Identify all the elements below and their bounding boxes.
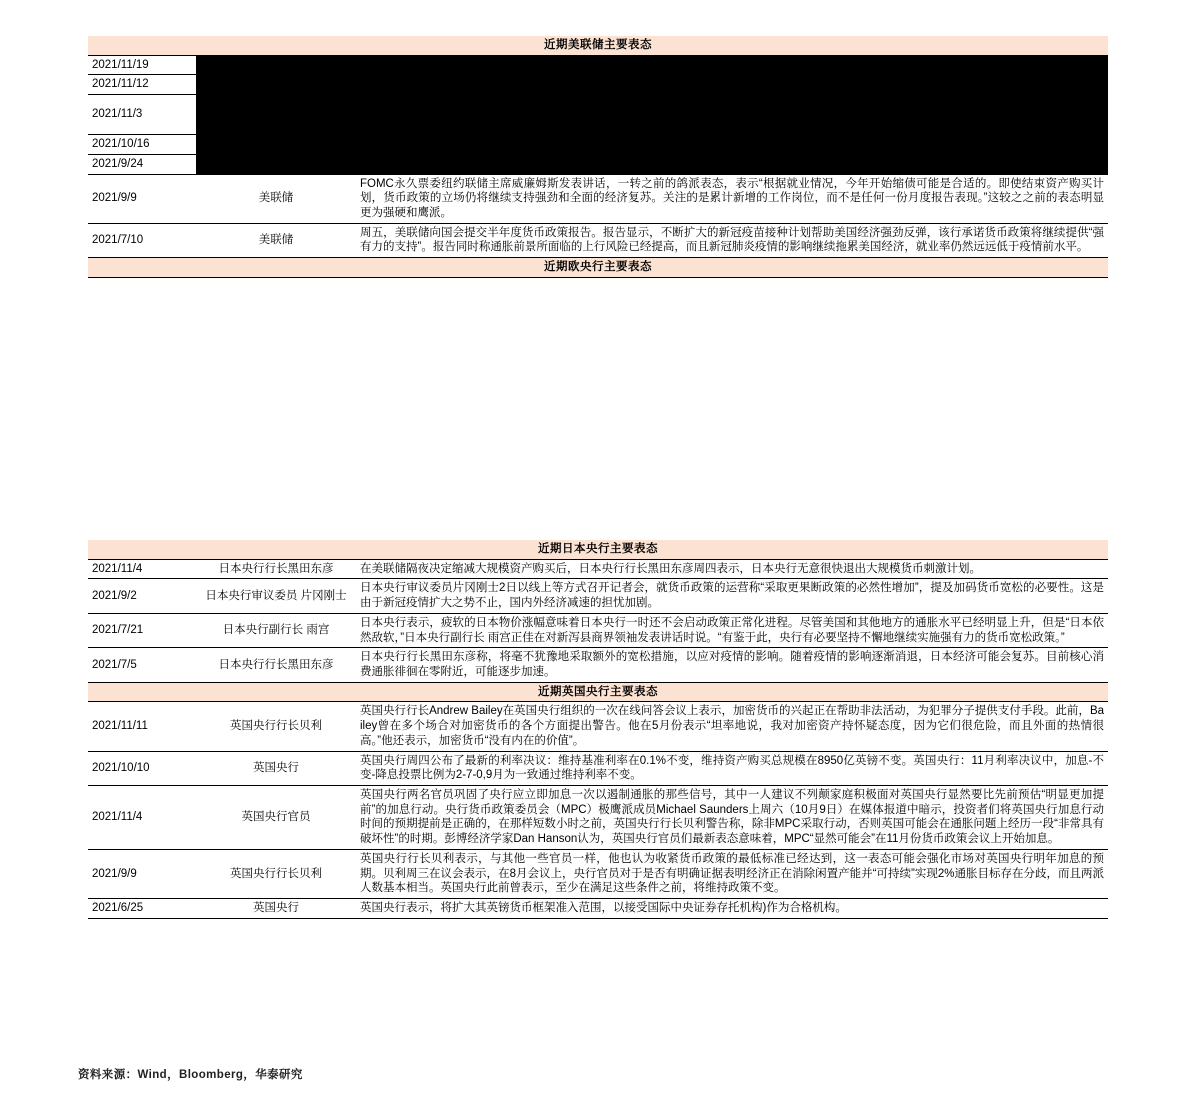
table-row bbox=[88, 648, 1108, 682]
row-date: 2021/7/10 bbox=[88, 223, 196, 257]
row-text: 日本央行表示，疲软的日本物价涨幅意味着日本央行一时还不会启动政策正常化进程。尽管美国和其他地方的通胀水平已经明显上升，但是“日本依然敌软，”日本央行副行长 雨宫正佳在对新泻县商界领袖发表讲话时说。“有鉴于此，央行有必要坚持不懈地继续实施强有力的货币宽松政策。” bbox=[356, 613, 1108, 647]
row-who: 日本央行行长黑田东彦 bbox=[196, 648, 356, 682]
row-text: FOMC永久票委纽约联储主席威廉姆斯发表讲话，一转之前的鸽派表态，表示“根据就业情况，今年开始缩债可能是合适的。即使结束资产购买计划，货币政策的立场仍将继续支持强劲和全面的经济复苏。关注的是累计新增的工作岗位，而不是任何一份月度报告表现。”这较之之前的表态明显更为强硬和鹰派。 bbox=[356, 174, 1108, 223]
row-date: 2021/11/4 bbox=[88, 785, 196, 849]
row-who: 英国央行行长贝利 bbox=[196, 849, 356, 898]
document-body bbox=[88, 36, 1108, 919]
row-who: 英国央行 bbox=[196, 751, 356, 785]
row-date: 2021/9/2 bbox=[88, 579, 196, 613]
table-row bbox=[88, 174, 1108, 223]
section-header-fed bbox=[88, 36, 1108, 55]
row-text: 日本央行审议委员片冈刚士2日以线上等方式召开记者会，就货币政策的运营称“采取更果断政策的必然性增加”，提及加码货币宽松的必要性。这是由于新冠疫情扩大之势不止，国内外经济减速的担忧加剧。 bbox=[356, 579, 1108, 613]
row-who bbox=[196, 75, 356, 95]
row-date: 2021/7/5 bbox=[88, 648, 196, 682]
table-row bbox=[88, 559, 1108, 579]
row-who: 日本央行行长黑田东彦 bbox=[196, 559, 356, 579]
section-title: 近期英国央行主要表态 bbox=[88, 682, 1108, 702]
row-who: 英国央行行长贝利 bbox=[196, 702, 356, 751]
row-who bbox=[196, 55, 356, 75]
row-who: 美联储 bbox=[196, 223, 356, 257]
row-text bbox=[356, 95, 1108, 135]
row-text: 英国央行行长贝利表示，与其他一些官员一样，他也认为收紧货币政策的最低标准已经达到，这一表态可能会强化市场对英国央行明年加息的预期。贝利周三在议会表示，在8月会议上，央行官员对于是否有明确证据表明经济正在消除闲置产能并“可持续”实现2%通胀目标存在分歧，而且两派人数基本相当。英国央行此前曾表示，至少在满足这些条件之前，将维持政策不变。 bbox=[356, 849, 1108, 898]
table-row bbox=[88, 154, 1108, 174]
table-row bbox=[88, 785, 1108, 849]
table-row bbox=[88, 702, 1108, 751]
table-row bbox=[88, 55, 1108, 75]
row-text: 日本央行行长黑田东彦称，将毫不犹豫地采取额外的宽松措施，以应对疫情的影响。随着疫情的影响逐渐消退，日本经济可能会复苏。目前核心消费通胀徘徊在零附近，可能逐步加速。 bbox=[356, 648, 1108, 682]
table-row bbox=[88, 899, 1108, 919]
section-title: 近期欧央行主要表态 bbox=[88, 258, 1108, 278]
row-who: 日本央行副行长 雨宫 bbox=[196, 613, 356, 647]
table-row bbox=[88, 135, 1108, 155]
row-who bbox=[196, 154, 356, 174]
row-date: 2021/10/10 bbox=[88, 751, 196, 785]
row-who bbox=[196, 95, 356, 135]
row-text bbox=[356, 154, 1108, 174]
row-text bbox=[356, 55, 1108, 75]
row-who: 日本央行审议委员 片冈刚士 bbox=[196, 579, 356, 613]
table-row bbox=[88, 75, 1108, 95]
row-date: 2021/11/3 bbox=[88, 95, 196, 135]
row-date: 2021/11/11 bbox=[88, 702, 196, 751]
source-footnote: 资料来源：Wind，Bloomberg，华泰研究 bbox=[78, 1069, 303, 1081]
table-row bbox=[88, 613, 1108, 647]
row-date: 2021/9/9 bbox=[88, 174, 196, 223]
section-header-boj bbox=[88, 540, 1108, 559]
section-title: 近期日本央行主要表态 bbox=[88, 540, 1108, 559]
table-row bbox=[88, 849, 1108, 898]
row-text: 英国央行表示，将扩大其英镑货币框架准入范围，以接受国际中央证券存托机构)作为合格机构。 bbox=[356, 899, 1108, 919]
row-date: 2021/11/4 bbox=[88, 559, 196, 579]
row-text: 英国央行周四公布了最新的利率决议：维持基准利率在0.1%不变，维持资产购买总规模在8950亿英镑不变。英国央行：11月利率决议中，加息-不变-降息投票比例为2-7-0,9月为一致通过维持利率不变。 bbox=[356, 751, 1108, 785]
section-header-ecb bbox=[88, 258, 1108, 278]
row-date: 2021/9/24 bbox=[88, 154, 196, 174]
table-row bbox=[88, 751, 1108, 785]
row-text bbox=[356, 135, 1108, 155]
row-text: 在美联储隔夜决定缩减大规模资产购买后，日本央行行长黑田东彦周四表示，日本央行无意很快退出大规模货币刺激计划。 bbox=[356, 559, 1108, 579]
row-who: 美联储 bbox=[196, 174, 356, 223]
row-date: 2021/6/25 bbox=[88, 899, 196, 919]
blank-region bbox=[88, 278, 1108, 540]
row-who bbox=[196, 135, 356, 155]
row-who: 英国央行官员 bbox=[196, 785, 356, 849]
row-date: 2021/11/12 bbox=[88, 75, 196, 95]
table-row bbox=[88, 95, 1108, 135]
row-text: 英国央行行长Andrew Bailey在英国央行组织的一次在线问答会议上表示，加密货币的兴起正在帮助非法活动，为犯罪分子提供支付手段。此前，Bailey曾在多个场合对加密货币的各个方面提出警告。他在5月份表示“坦率地说，我对加密资产持怀疑态度，因为它们很危险，而且外面的热情很高。”他还表示，加密货币“没有内在的价值”。 bbox=[356, 702, 1108, 751]
row-who: 英国央行 bbox=[196, 899, 356, 919]
row-date: 2021/9/9 bbox=[88, 849, 196, 898]
row-date: 2021/11/19 bbox=[88, 55, 196, 75]
table-row bbox=[88, 579, 1108, 613]
row-text: 周五，美联储向国会提交半年度货币政策报告。报告显示，不断扩大的新冠疫苗接种计划帮助美国经济强劲反弹，该行承诺货币政策将继续提供“强有力的支持”。报告同时称通胀前景所面临的上行风险已经提高，而且新冠肺炎疫情的影响继续拖累美国经济，就业率仍然远远低于疫情前水平。 bbox=[356, 223, 1108, 257]
row-text bbox=[356, 75, 1108, 95]
section-header-boe bbox=[88, 682, 1108, 702]
table-boj-boe bbox=[88, 540, 1108, 919]
row-text: 英国央行两名官员巩固了央行应立即加息一次以遏制通胀的那些信号，其中一人建议不列颠家庭积极面对英国央行显然要比先前预估“明显更加提前”的加息行动。央行货币政策委员会（MPC）极鹰派成员Michael Saunders上周六（10月9日）在媒体报道中暗示，投资者们将英国央行加息行动时间的预期提前是正确的，在那样短数小时之前，英国央行行长贝利警告称，除非MPC采取行动，否则英国可能会在通胀问题上经历一段“非常具有破坏性”的时期。彭博经济学家Dan Hanson认为，英国央行官员们最新表态意味着，MPC“显然可能会”在11月份货币政策会议上开始加息。 bbox=[356, 785, 1108, 849]
table-row bbox=[88, 223, 1108, 257]
table-fed bbox=[88, 36, 1108, 278]
row-date: 2021/10/16 bbox=[88, 135, 196, 155]
section-title: 近期美联储主要表态 bbox=[88, 36, 1108, 55]
row-date: 2021/7/21 bbox=[88, 613, 196, 647]
